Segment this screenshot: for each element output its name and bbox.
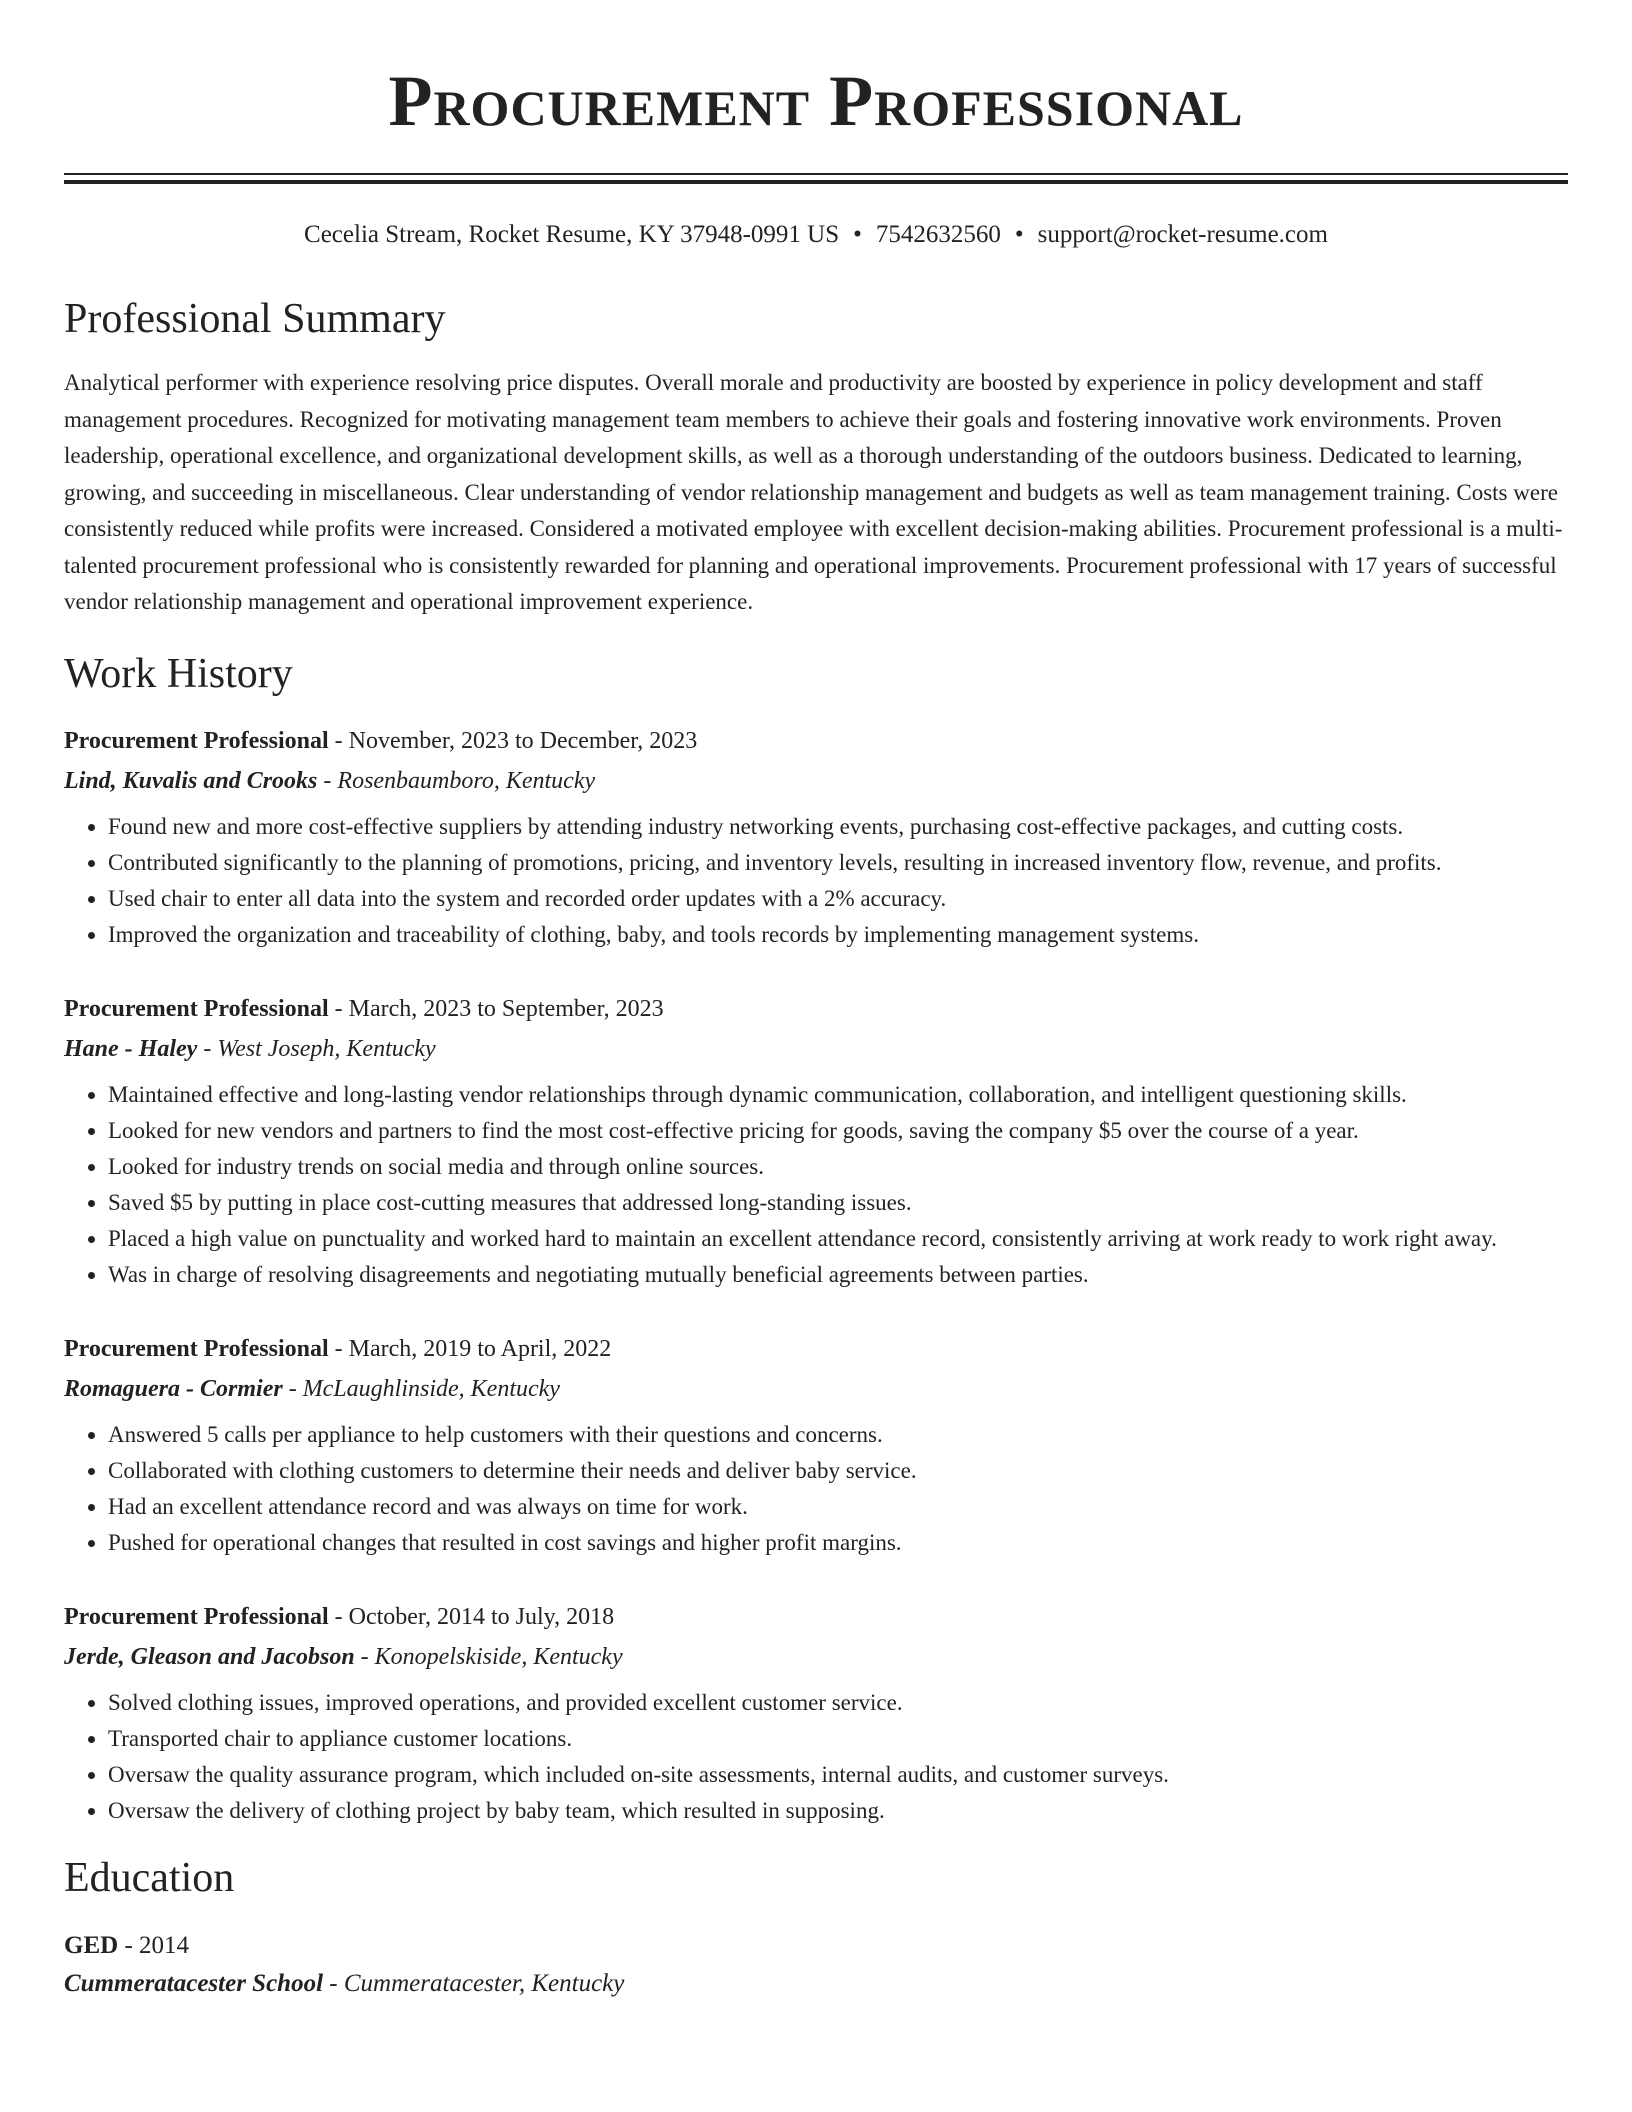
dash: - — [118, 1931, 140, 1959]
dash: - — [197, 1035, 218, 1062]
dash: - — [282, 1375, 303, 1402]
summary-heading: Professional Summary — [64, 296, 446, 342]
job-employer — [64, 763, 1568, 799]
job-header — [64, 1331, 1568, 1367]
job-company: Hane - Haley — [64, 1035, 198, 1062]
dash: - — [328, 995, 349, 1022]
job-header — [64, 1599, 1568, 1635]
job-location: Rosenbaumboro, Kentucky — [337, 767, 596, 794]
job-location: McLaughlinside, Kentucky — [302, 1375, 560, 1402]
duty-item: • Used chair to enter all data into the system and recorded order updates with a 2% accuracy. — [108, 881, 1568, 917]
duty-item: • Was in charge of resolving disagreements and negotiating mutually beneficial agreements between parties. — [108, 1257, 1568, 1293]
job-title: Procurement Professional — [64, 995, 329, 1022]
duty-item: • Found new and more cost-effective suppliers by attending industry networking events, purchasing cost-effective packages, and cutting costs. — [108, 809, 1568, 845]
job-employer — [64, 1031, 1568, 1067]
duty-item: • Saved $5 by putting in place cost-cutting measures that addressed long-standing issues. — [108, 1185, 1568, 1221]
job-duties — [64, 1685, 1568, 1829]
job-header — [64, 723, 1568, 759]
job-title: Procurement Professional — [64, 727, 329, 754]
job-title: Procurement Professional — [64, 1603, 329, 1630]
duty-item: • Collaborated with clothing customers to determine their needs and deliver baby service. — [108, 1453, 1568, 1489]
duty-item: • Placed a high value on punctuality and worked hard to maintain an excellent attendance record, consistently arriving at work ready to work right away. — [108, 1221, 1568, 1257]
degree: GED — [64, 1931, 119, 1959]
contact-email: support@rocket-resume.com — [1037, 221, 1328, 248]
contact-separator: • — [1014, 221, 1024, 248]
duty-item: • Had an excellent attendance record and was always on time for work. — [108, 1489, 1568, 1525]
duty-item: • Contributed significantly to the planning of promotions, pricing, and inventory levels, resulting in increased inventory flow, revenue, and profits. — [108, 845, 1568, 881]
job-company: Romaguera - Cormier — [64, 1375, 283, 1402]
contact-line — [64, 219, 1568, 251]
job-dates: March, 2019 to April, 2022 — [348, 1335, 612, 1362]
contact-phone: 7542632560 — [875, 221, 1001, 248]
dash: - — [328, 1335, 349, 1362]
job-employer — [64, 1371, 1568, 1407]
job-location: West Joseph, Kentucky — [217, 1035, 436, 1062]
graduation-year: 2014 — [139, 1931, 190, 1959]
job-entry — [64, 1599, 1568, 1829]
school-name: Cummeratacester School — [64, 1969, 324, 1997]
duty-item: • Looked for new vendors and partners to find the most cost-effective pricing for goods, saving the company $5 over the course of a year. — [108, 1113, 1568, 1149]
job-company: Lind, Kuvalis and Crooks — [64, 767, 318, 794]
duty-item: • Oversaw the delivery of clothing project by baby team, which resulted in supposing. — [108, 1793, 1568, 1829]
education-header — [64, 1927, 1568, 1965]
dash: - — [323, 1969, 344, 1997]
duty-item: • Maintained effective and long-lasting vendor relationships through dynamic communication, collaboration, and intelligent questioning skills. — [108, 1077, 1568, 1113]
duty-item: • Improved the organization and traceability of clothing, baby, and tools records by implementing management systems. — [108, 917, 1568, 953]
dash: - — [317, 767, 338, 794]
job-dates: October, 2014 to July, 2018 — [348, 1603, 615, 1630]
job-entry — [64, 723, 1568, 953]
job-entry — [64, 1331, 1568, 1561]
contact-separator: • — [853, 221, 862, 248]
job-dates: November, 2023 to December, 2023 — [348, 727, 698, 754]
summary-text: Analytical performer with experience resolving price disputes. Overall morale and productivity are boosted by experience in policy development and staff management procedures. Recognized for motivating management team members to achieve their goals and fostering innovative work environments. Proven leadership, operational excellence, and organizational development skills, as well as a thorough understanding of the outdoors business. Dedicated to learning, growing, and succeeding in miscellaneous. Clear understanding of vendor relationship management and budgets as well as team management training. Costs were consistently reduced while profits were increased. Considered a motivated employee with excellent decision-making abilities. Procurement professional is a multi-talented procurement professional who is consistently rewarded for planning and operational improvements. Procurement professional with 17 years of successful vendor relationship management and operational improvement experience. — [64, 370, 1563, 614]
job-entry — [64, 991, 1568, 1293]
duty-item: • Solved clothing issues, improved operations, and provided excellent customer service. — [108, 1685, 1568, 1721]
job-header — [64, 991, 1568, 1027]
job-company: Jerde, Gleason and Jacobson — [64, 1643, 355, 1670]
dash: - — [354, 1643, 375, 1670]
dash: - — [328, 1603, 349, 1630]
job-dates: March, 2023 to September, 2023 — [348, 995, 664, 1022]
job-duties — [64, 1077, 1568, 1293]
job-location: Konopelskiside, Kentucky — [374, 1643, 623, 1670]
education-school-line — [64, 1965, 1568, 2003]
work-history-list — [64, 723, 1568, 1829]
resume-content — [64, 0, 1568, 2003]
title-divider — [64, 173, 1568, 184]
duty-item: • Answered 5 calls per appliance to help customers with their questions and concerns. — [108, 1417, 1568, 1453]
school-location: Cummeratacester, Kentucky — [343, 1969, 625, 1997]
work-history-heading: Work History — [64, 650, 293, 697]
job-duties — [64, 809, 1568, 953]
duty-item: • Pushed for operational changes that resulted in cost savings and higher profit margins. — [108, 1525, 1568, 1561]
education-entry — [64, 1927, 1568, 2003]
duty-item: • Transported chair to appliance customer locations. — [108, 1721, 1568, 1757]
job-title: Procurement Professional — [64, 1335, 329, 1362]
duty-item: • Looked for industry trends on social media and through online sources. — [108, 1149, 1568, 1185]
resume-title: Procurement Professional — [388, 61, 1244, 141]
duty-item: • Oversaw the quality assurance program, which included on-site assessments, internal audits, and customer surveys. — [108, 1757, 1568, 1793]
job-duties — [64, 1417, 1568, 1561]
education-heading: Education — [64, 1854, 235, 1901]
dash: - — [328, 727, 349, 754]
contact-address: Cecelia Stream, Rocket Resume, KY 37948-0991 US — [304, 221, 840, 248]
job-employer — [64, 1639, 1568, 1675]
